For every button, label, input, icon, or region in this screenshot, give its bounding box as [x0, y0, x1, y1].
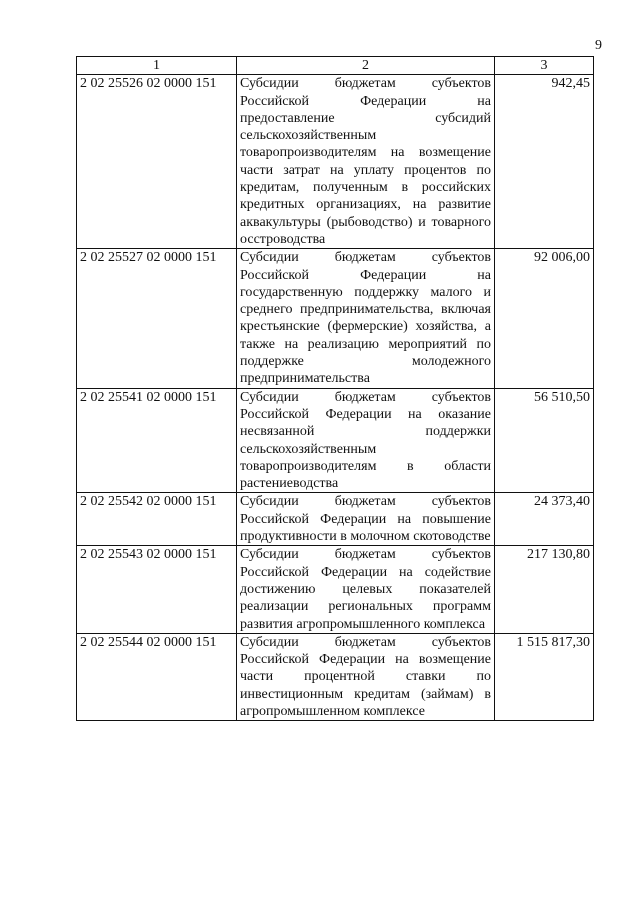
table-row [77, 249, 594, 388]
amount-cell: 56 510,50 [495, 388, 594, 493]
column-header-2: 2 [237, 57, 495, 75]
table-row [77, 546, 594, 633]
table-row [77, 75, 594, 249]
page-number: 9 [595, 38, 602, 53]
description-cell: Субсидии бюджетам субъектов Российской Федерации на содействие достижению целевых показателей реализации региональных программ развития агропромышленного комплекса [237, 546, 495, 633]
description-cell: Субсидии бюджетам субъектов Российской Федерации на предоставление субсидий сельскохозяйственным товаропроизводителям на возмещение части затрат на уплату процентов по кредитам, полученным в российских кредитных организациях, на развитие аквакультуры (рыбоводство) и товарного осстроводства [237, 75, 495, 249]
budget-code-cell: 2 02 25527 02 0000 151 [77, 249, 237, 388]
budget-code-cell: 2 02 25542 02 0000 151 [77, 493, 237, 546]
budget-code-cell: 2 02 25543 02 0000 151 [77, 546, 237, 633]
column-header-3: 3 [495, 57, 594, 75]
amount-cell: 92 006,00 [495, 249, 594, 388]
column-header-1: 1 [77, 57, 237, 75]
budget-revenue-table [76, 56, 594, 721]
amount-cell: 217 130,80 [495, 546, 594, 633]
budget-code-cell: 2 02 25541 02 0000 151 [77, 388, 237, 493]
description-cell: Субсидии бюджетам субъектов Российской Федерации на оказание несвязанной поддержки сельскохозяйственным товаропроизводителям в области растениеводства [237, 388, 495, 493]
table-header-row [77, 57, 594, 75]
budget-code-cell: 2 02 25526 02 0000 151 [77, 75, 237, 249]
budget-code-cell: 2 02 25544 02 0000 151 [77, 633, 237, 720]
amount-cell: 24 373,40 [495, 493, 594, 546]
table-row [77, 633, 594, 720]
table-row [77, 388, 594, 493]
amount-cell: 942,45 [495, 75, 594, 249]
amount-cell: 1 515 817,30 [495, 633, 594, 720]
description-cell: Субсидии бюджетам субъектов Российской Федерации на возмещение части процентной ставки по инвестиционным кредитам (займам) в агропромышленном комплексе [237, 633, 495, 720]
description-cell: Субсидии бюджетам субъектов Российской Федерации на государственную поддержку малого и среднего предпринимательства, включая крестьянские (фермерские) хозяйства, а также на реализацию мероприятий по поддержке молодежного предпринимательства [237, 249, 495, 388]
description-cell: Субсидии бюджетам субъектов Российской Федерации на повышение продуктивности в молочном скотоводстве [237, 493, 495, 546]
table-row [77, 493, 594, 546]
